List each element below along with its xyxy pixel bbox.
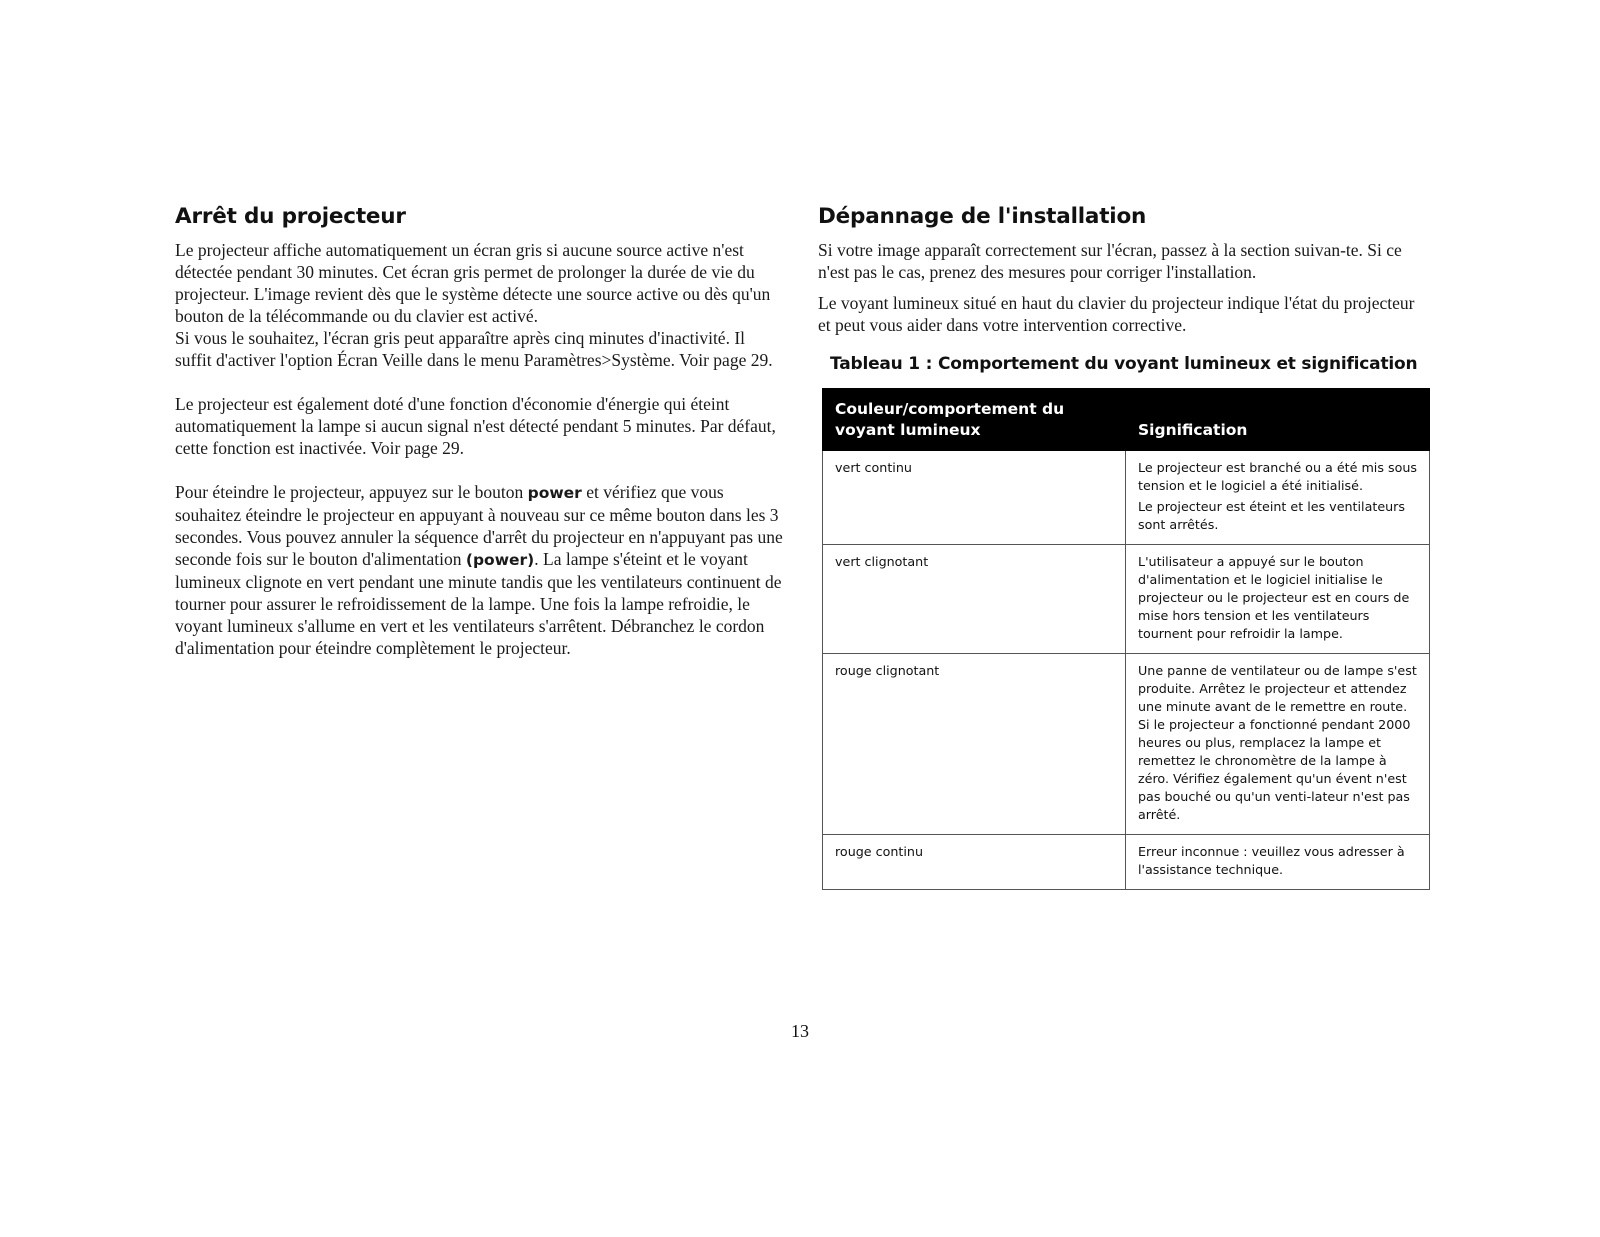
table-header-meaning: Signification — [1126, 389, 1430, 451]
led-behavior-table — [822, 388, 1430, 890]
paragraph-screen-saver: Si vous le souhaitez, l'écran gris peut apparaître après cinq minutes d'inactivité. Il suffit d'activer l'option Écran Veille dans le menu Paramètres>Système. Voir page 29. — [175, 328, 773, 370]
table-cell-behavior: rouge continu — [823, 835, 1126, 890]
table-cell-behavior: rouge clignotant — [823, 654, 1126, 835]
table-cell-meaning: Erreur inconnue : veuillez vous adresser à l'assistance technique. — [1126, 835, 1430, 890]
paragraph-power-saving: Le projecteur est également doté d'une fonction d'économie d'énergie qui éteint automatiquement la lampe si aucun signal n'est détecté pendant 5 minutes. Par défaut, cette fonction est inactivée. Voir page 29. — [175, 394, 776, 458]
left-column — [175, 204, 785, 659]
table-cell-behavior: vert clignotant — [823, 545, 1126, 654]
paragraph-power-off — [175, 481, 785, 659]
table-header-behavior: Couleur/comportement du voyant lumineux — [823, 389, 1126, 451]
paragraph-power-off-text-2: et vérifiez que vous souhaitez éteindre le projecteur en appuyant à nouveau sur ce même bouton dans les 3 secondes. Vous pouvez annuler la séquence d'arrêt du projecteur en n'appuyant pas une seconde fois sur le bouton d'alimentation — [175, 482, 783, 569]
power-keyword: power — [527, 484, 582, 502]
right-column — [818, 204, 1428, 890]
meaning-text-extra: Le projecteur est éteint et les ventilateurs sont arrêtés. — [1138, 499, 1405, 532]
table-cell-meaning: Une panne de ventilateur ou de lampe s'est produite. Arrêtez le projecteur et attendez une minute avant de le remettre en route. Si le projecteur a fonctionné pendant 2000 heures ou plus, remplacez la lampe et remettez le chronomètre de la lampe à zéro. Vérifiez également qu'un évent n'est pas bouché ou qu'un venti-lateur n'est pas arrêté. — [1126, 654, 1430, 835]
section-heading-shutdown: Arrêt du projecteur — [175, 204, 406, 229]
page-number: 13 — [791, 1021, 809, 1041]
table-cell-meaning: L'utilisateur a appuyé sur le bouton d'alimentation et le logiciel initialise le projecteur ou le projecteur est en cours de mise hors tension et les ventilateurs tournent pour refroidir la lampe. — [1126, 545, 1430, 654]
paragraph-gray-screen: Le projecteur affiche automatiquement un écran gris si aucune source active n'est détectée pendant 30 minutes. Cet écran gris permet de prolonger la durée de vie du projecteur. L'image revient dès que le système détecte une source active ou dès qu'un bouton de la télécommande ou du clavier est activé. — [175, 240, 771, 326]
table-title: Tableau 1 : Comportement du voyant lumineux et signification — [830, 354, 1418, 374]
table-row — [823, 451, 1430, 545]
paragraph-led-intro: Le voyant lumineux situé en haut du clavier du projecteur indique l'état du projecteur et peut vous aider dans votre intervention corrective. — [818, 293, 1415, 335]
table-header-row — [823, 389, 1430, 451]
paragraph-image-check: Si votre image apparaît correctement sur l'écran, passez à la section suivan-te. Si ce n'est pas le cas, prenez des mesures pour corriger l'installation. — [818, 240, 1402, 282]
table-cell-behavior: vert continu — [823, 451, 1126, 545]
table-row — [823, 545, 1430, 654]
power-keyword-parenthesized: (power) — [465, 551, 535, 569]
section-heading-troubleshooting: Dépannage de l'installation — [818, 204, 1147, 229]
table-row — [823, 654, 1430, 835]
meaning-text: Le projecteur est branché ou a été mis sous tension et le logiciel a été initialisé. — [1138, 460, 1417, 493]
table-row — [823, 835, 1430, 890]
paragraph-power-off-text-1: Pour éteindre le projecteur, appuyez sur le bouton — [175, 482, 528, 502]
paragraph-power-off-text-3: . La lampe s'éteint et le voyant lumineux clignote en vert pendant une minute tandis que les ventilateurs continuent de tourner pour assurer le refroidissement de la lampe. Une fois la lampe refroidie, le voyant lumineux s'allume en vert et les ventilateurs s'arrêtent. Débranchez le cordon d'alimentation pour éteindre complètement le projecteur. — [175, 549, 782, 658]
table-cell-meaning — [1126, 451, 1430, 545]
